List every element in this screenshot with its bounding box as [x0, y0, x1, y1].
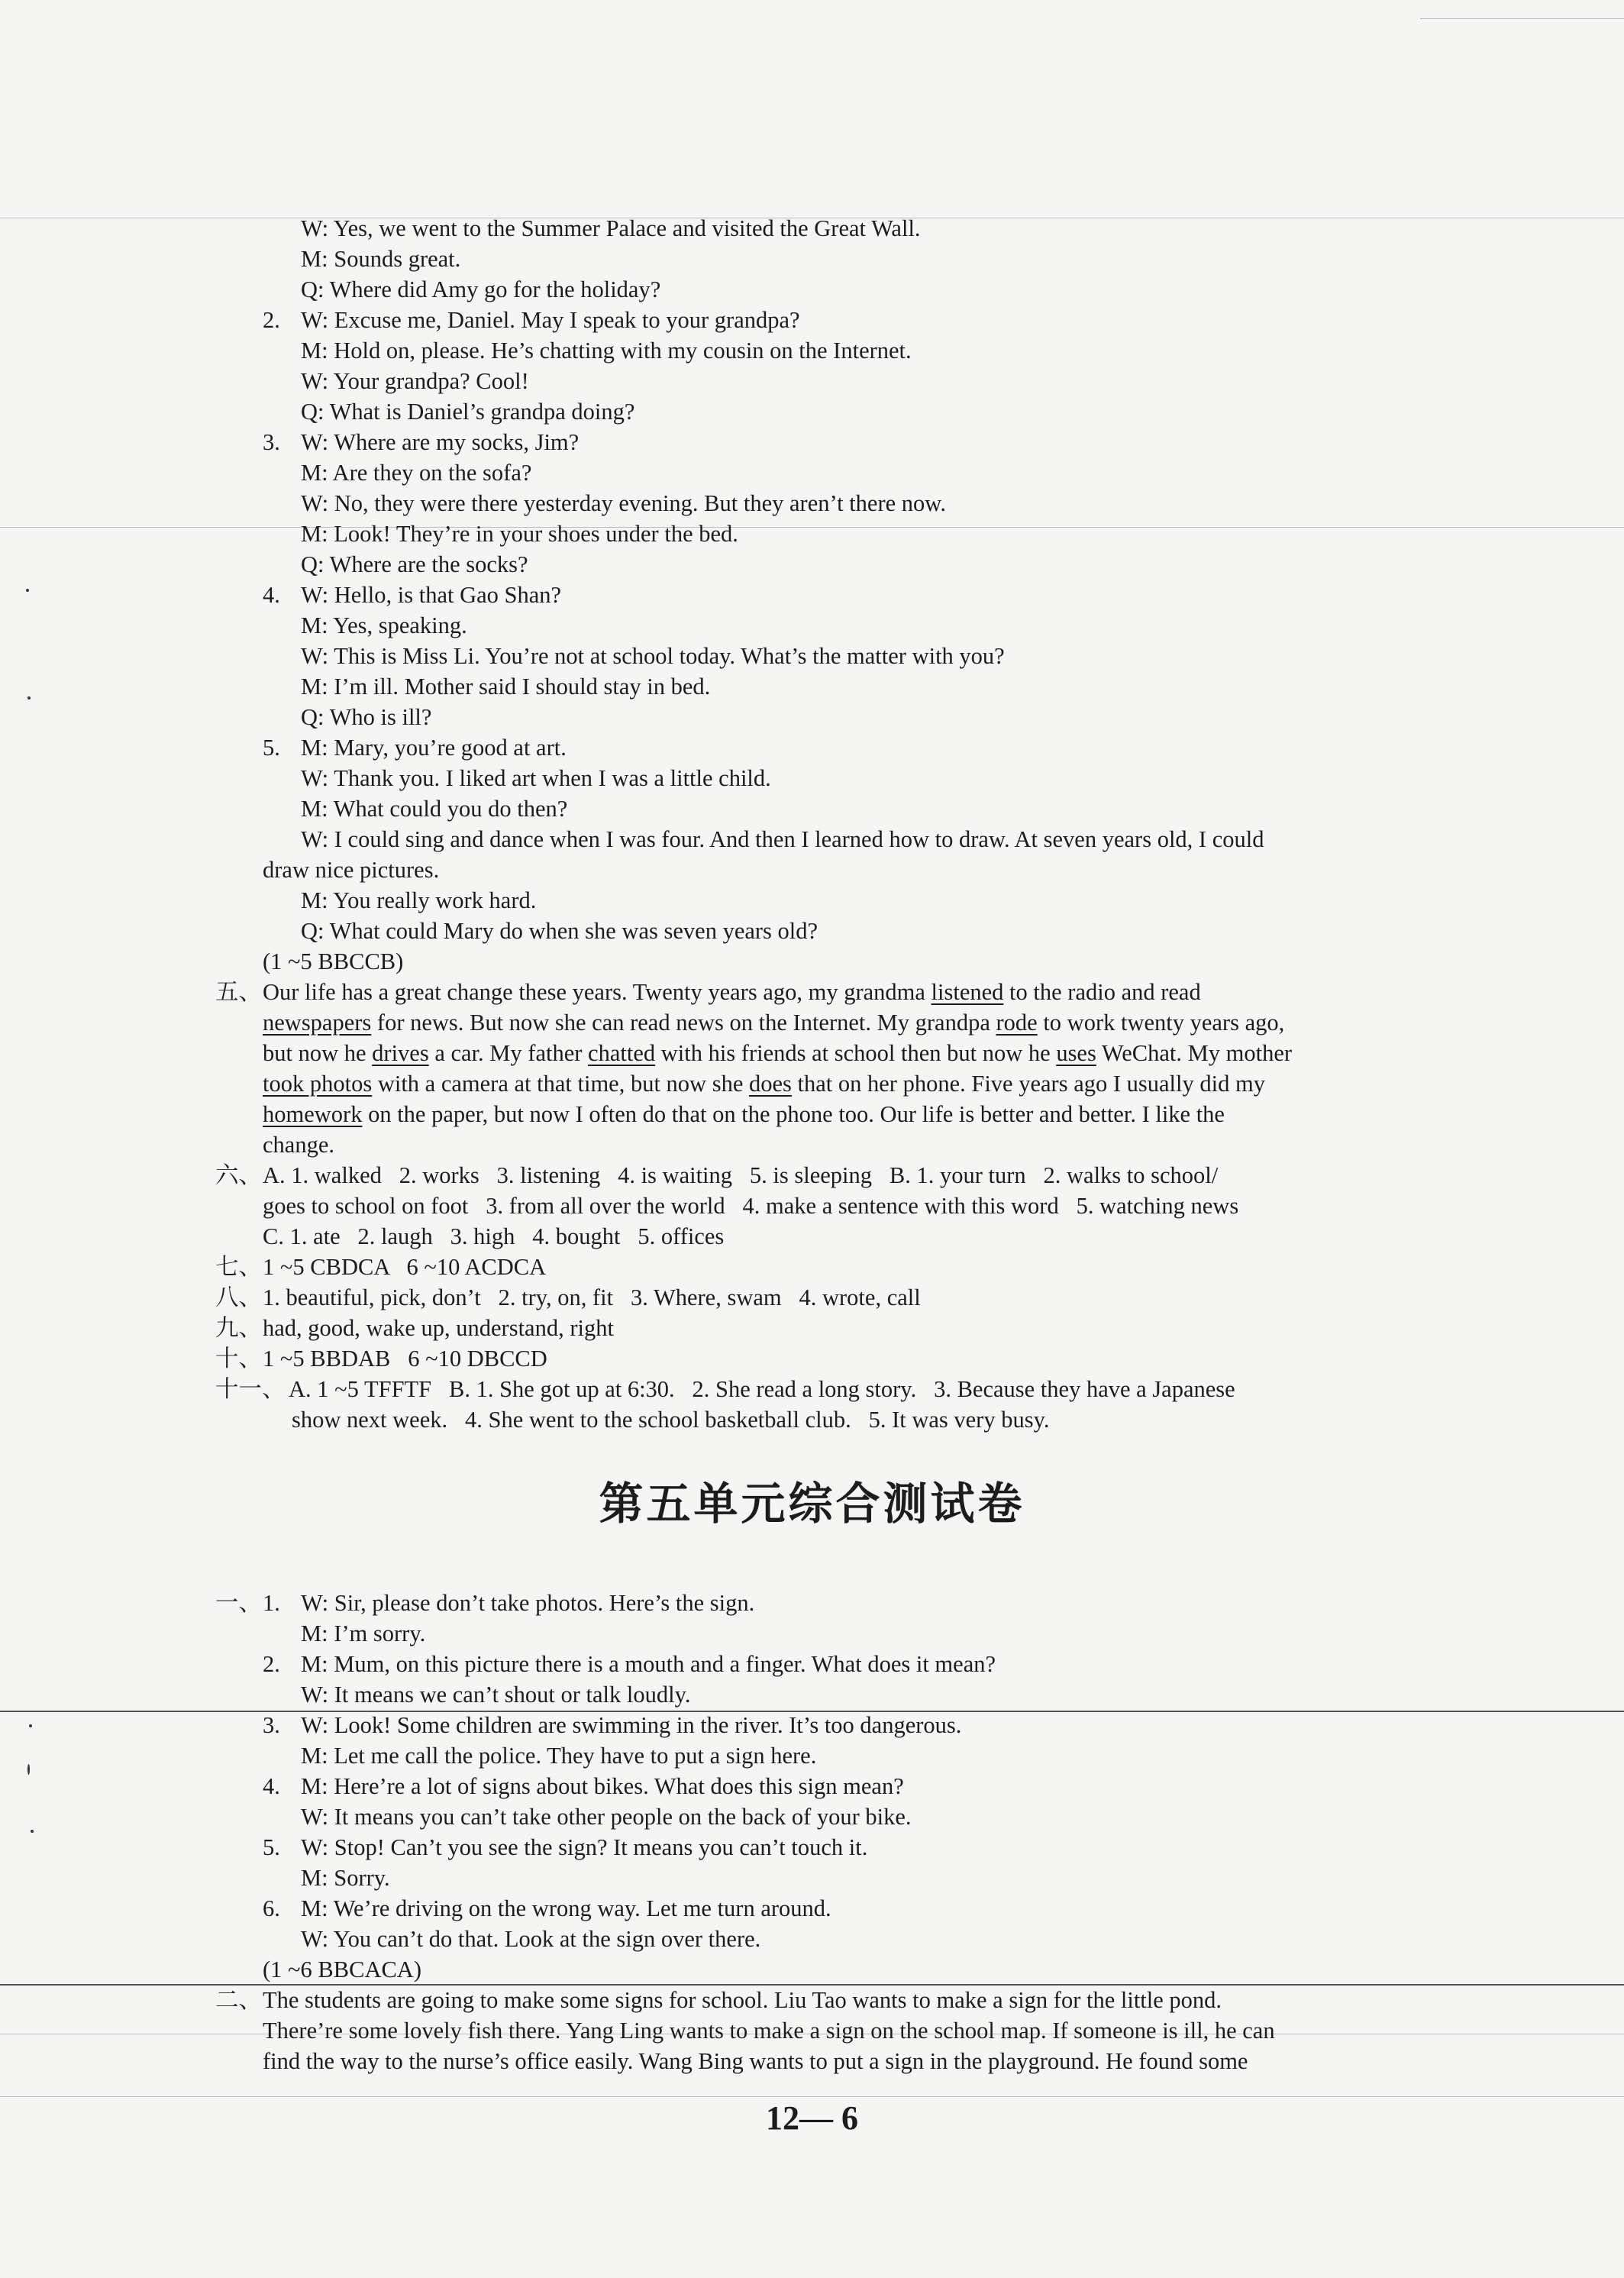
scan-speck	[27, 1764, 30, 1775]
dialogue-line: M: Let me call the police. They have to put a sign here.	[301, 1743, 817, 1769]
paragraph-line: find the way to the nurse’s office easily. Wang Bing wants to put a sign in the playground. He found some	[263, 2048, 1248, 2074]
dialogue-line: M: What could you do then?	[301, 796, 568, 822]
answer-line: had, good, wake up, understand, right	[263, 1315, 614, 1341]
dialogue-line: W: This is Miss Li. You’re not at school today. What’s the matter with you?	[301, 643, 1005, 669]
scan-line	[0, 2096, 1624, 2097]
scan-line	[0, 1984, 1624, 1986]
answer-line: C. 1. ate 2. laugh 3. high 4. bought 5. offices	[263, 1223, 725, 1249]
paragraph-line: but now he drives a car. My father chatted with his friends at school then but now he uses WeChat. My mother	[263, 1040, 1293, 1066]
prev-answers: (1 ~5 BBCCB)	[263, 948, 404, 974]
dialogue-line: W: Your grandpa? Cool!	[301, 368, 529, 394]
dialogue-line: M: We’re driving on the wrong way. Let me turn around.	[301, 1895, 831, 1921]
paragraph-line: The students are going to make some signs for school. Liu Tao wants to make a sign for the little pond.	[263, 1987, 1222, 2013]
dialogue-number: 5.	[263, 1834, 280, 1860]
dialogue-line: M: Yes, speaking.	[301, 612, 467, 638]
dialogue-line: M: Sounds great.	[301, 246, 461, 272]
dialogue-number: 3.	[263, 1712, 280, 1738]
scan-speck	[26, 589, 29, 592]
dialogue-number: 3.	[263, 429, 280, 455]
answer-line: goes to school on foot 3. from all over the world 4. make a sentence with this word 5. watching news	[263, 1193, 1239, 1219]
dialogue-number: 4.	[263, 582, 280, 608]
dialogue-number: 4.	[263, 1773, 280, 1799]
dialogue-line: Q: Where are the socks?	[301, 551, 528, 577]
scan-line	[1420, 18, 1624, 19]
paragraph-line: There’re some lovely fish there. Yang Ling wants to make a sign on the school map. If someone is ill, he can	[263, 2018, 1275, 2044]
dialogue-line: W: I could sing and dance when I was four. And then I learned how to draw. At seven years old, I could	[301, 826, 1264, 852]
answer-line: 1 ~5 BBDAB 6 ~10 DBCCD	[263, 1346, 547, 1372]
dialogue-line: W: You can’t do that. Look at the sign over there.	[301, 1926, 761, 1952]
paragraph-line: Our life has a great change these years. Twenty years ago, my grandma listened to the radio and read	[263, 979, 1201, 1005]
scan-line	[0, 527, 1624, 528]
paragraph-line: change.	[263, 1132, 334, 1158]
test-answers: (1 ~6 BBCACA)	[263, 1956, 421, 1982]
dialogue-line: M: Look! They’re in your shoes under the bed.	[301, 521, 738, 547]
scan-speck	[29, 1724, 32, 1727]
dialogue-line: W: It means we can’t shout or talk loudly.	[301, 1682, 691, 1708]
section-label: 八、	[215, 1284, 262, 1310]
dialogue-line: M: Sorry.	[301, 1865, 390, 1891]
dialogue-line: W: Stop! Can’t you see the sign? It means you can’t touch it.	[301, 1834, 868, 1860]
paragraph-line: took photos with a camera at that time, but now she does that on her phone. Five years ago I usually did my	[263, 1071, 1265, 1097]
page-number: 12— 6	[766, 2099, 858, 2137]
dialogue-line: W: No, they were there yesterday evening. But they aren’t there now.	[301, 490, 946, 516]
dialogue-line: Q: What is Daniel’s grandpa doing?	[301, 399, 635, 425]
dialogue-line: M: I’m sorry.	[301, 1620, 426, 1646]
dialogue-line: W: Yes, we went to the Summer Palace and visited the Great Wall.	[301, 215, 921, 241]
dialogue-line: W: Hello, is that Gao Shan?	[301, 582, 562, 608]
paragraph-line: newspapers for news. But now she can read news on the Internet. My grandpa rode to work twenty years ago,	[263, 1010, 1285, 1036]
paragraph-line: homework on the paper, but now I often do that on the phone too. Our life is better and better. I like the	[263, 1101, 1225, 1127]
dialogue-number: 6.	[263, 1895, 280, 1921]
dialogue-line: M: Mary, you’re good at art.	[301, 735, 567, 761]
dialogue-line: W: Where are my socks, Jim?	[301, 429, 580, 455]
unit-title: 第五单元综合测试卷	[599, 1478, 1025, 1530]
dialogue-line: W: Sir, please don’t take photos. Here’s the sign.	[301, 1590, 755, 1616]
dialogue-line: M: Are they on the sofa?	[301, 460, 532, 486]
scan-speck	[27, 696, 31, 700]
section-label: 六、	[215, 1162, 262, 1188]
dialogue-number: 2.	[263, 1651, 280, 1677]
section-label: 十、	[215, 1346, 262, 1372]
dialogue-number: 5.	[263, 735, 280, 761]
dialogue-line: M: You really work hard.	[301, 887, 537, 913]
dialogue-line: M: Mum, on this picture there is a mouth and a finger. What does it mean?	[301, 1651, 996, 1677]
answer-line: A. 1 ~5 TFFTF B. 1. She got up at 6:30. 2. She read a long story. 3. Because they have a Japanese	[289, 1376, 1235, 1402]
dialogue-line: W: Thank you. I liked art when I was a little child.	[301, 765, 771, 791]
scan-speck	[31, 1830, 34, 1833]
dialogue-line: W: It means you can’t take other people on the back of your bike.	[301, 1804, 912, 1830]
section-label: 二、	[215, 1987, 262, 2013]
dialogue-number: 1.	[263, 1590, 280, 1616]
dialogue-line: Q: Where did Amy go for the holiday?	[301, 276, 661, 302]
dialogue-line-continued: draw nice pictures.	[263, 857, 440, 883]
section-label: 五、	[215, 979, 262, 1005]
answer-line: 1. beautiful, pick, don’t 2. try, on, fit 3. Where, swam 4. wrote, call	[263, 1284, 921, 1310]
dialogue-line: M: Hold on, please. He’s chatting with my cousin on the Internet.	[301, 338, 912, 364]
dialogue-line: Q: What could Mary do when she was seven years old?	[301, 918, 818, 944]
dialogue-number: 2.	[263, 307, 280, 333]
dialogue-line: W: Look! Some children are swimming in the river. It’s too dangerous.	[301, 1712, 962, 1738]
section-label: 七、	[215, 1254, 262, 1280]
dialogue-line: M: Here’re a lot of signs about bikes. What does this sign mean?	[301, 1773, 904, 1799]
answer-line: A. 1. walked 2. works 3. listening 4. is waiting 5. is sleeping B. 1. your turn 2. walks to school/	[263, 1162, 1219, 1188]
dialogue-line: Q: Who is ill?	[301, 704, 432, 730]
dialogue-line: W: Excuse me, Daniel. May I speak to your grandpa?	[301, 307, 800, 333]
dialogue-line: M: I’m ill. Mother said I should stay in bed.	[301, 674, 711, 700]
section-label: 十一、	[215, 1376, 286, 1402]
section-label: 九、	[215, 1315, 262, 1341]
answer-line: show next week. 4. She went to the school basketball club. 5. It was very busy.	[292, 1407, 1050, 1433]
section-label: 一、	[215, 1590, 262, 1616]
answer-line: 1 ~5 CBDCA 6 ~10 ACDCA	[263, 1254, 547, 1280]
